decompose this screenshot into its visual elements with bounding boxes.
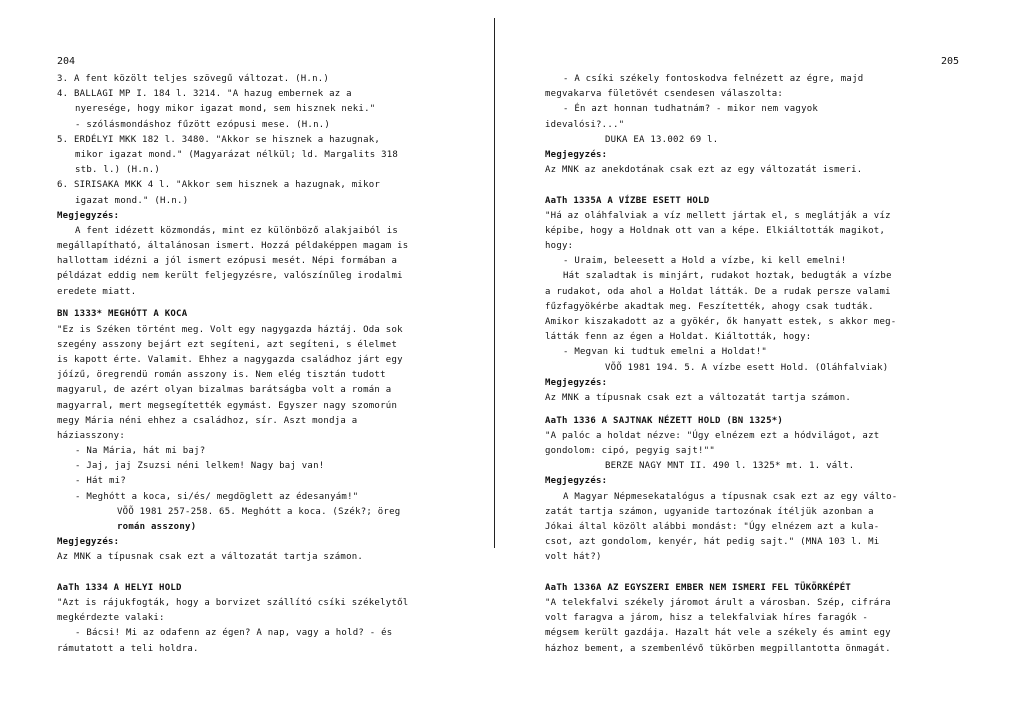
spacer — [57, 566, 408, 581]
text-line: 5. ERDÉLYI MKK 182 l. 3480. "Akkor se hisznek a hazugnak, — [57, 134, 381, 145]
source-citation: román asszony) — [117, 522, 197, 533]
spacer — [545, 566, 897, 581]
text-line: megkérdezte valaki: — [57, 613, 165, 624]
right-page-number: 205 — [941, 56, 960, 67]
text-line: képibe, hogy a Holdnak ott van a képe. Elkiáltották magikot, — [545, 225, 886, 236]
text-line: 3. A fent közölt teljes szövegű változat. (H.n.) — [57, 74, 330, 84]
spacer — [545, 178, 897, 193]
section-heading: Megjegyzés: — [57, 537, 120, 548]
text-line: háziasszony: — [57, 430, 126, 441]
text-line: jóízű, öregrendü román asszony is. Nem elég tisztán tudott — [57, 370, 386, 381]
text-line: volt hát?) — [545, 552, 602, 563]
section-heading: Megjegyzés: — [57, 210, 120, 221]
text-line: - Uraim, beleesett a Hold a vízbe, ki kell emelni! — [563, 256, 847, 267]
section-heading: Megjegyzés: — [545, 476, 608, 487]
text-line: - Bácsi! Mi az odafenn az égen? A nap, vagy a hold? - és — [75, 628, 393, 639]
section-heading: Megjegyzés: — [545, 377, 608, 388]
text-line: 6. SIRISAKA MKK 4 l. "Akkor sem hisznek a hazugnak, mikor — [57, 180, 381, 191]
text-line: eredete miatt. — [57, 286, 137, 297]
text-line: Az MNK a típusnak csak ezt a változatát tartja számon. — [545, 392, 852, 403]
text-line: Amikor kiszakadott az a gyökér, ők hanyatt estek, s akkor meg- — [545, 317, 897, 327]
tale-type-heading: AaTh 1334 A HELYI HOLD — [57, 582, 182, 593]
text-line: - szólásmondáshoz fűzött ezópusi mese. (H.n.) — [75, 119, 331, 130]
text-line: magyarral, mert megsegítették egymást. Egyszer nagy szomorún — [57, 400, 398, 411]
text-line: megvakarva fületövét csendesen válaszolta: — [545, 89, 784, 100]
section-heading: Megjegyzés: — [545, 149, 608, 160]
text-line: csot, azt gondolom, kenyér, hát pedig sajt." (MNA 103 l. Mi — [545, 537, 880, 548]
text-line: "Ez is Széken történt meg. Volt egy nagygazda háztáj. Oda sok — [57, 324, 403, 335]
text-line: megy Mária néni ehhez a családhoz, sír. Aszt mondja a — [57, 415, 358, 426]
left-page-text — [57, 72, 408, 657]
text-line: magyarul, de azért olyan bizalmas barátságba volt a román a — [57, 385, 392, 396]
text-line: igazat mond." (H.n.) — [75, 195, 189, 206]
text-line: hogy: — [545, 241, 574, 252]
text-line: mikor igazat mond." (Magyarázat nélkül; ld. Margalits 318 — [75, 149, 399, 160]
text-line: "A palóc a holdat nézve: "Úgy elnézem ezt a hódvilágot, azt — [545, 430, 880, 441]
text-line: - Hát mi? — [75, 476, 127, 487]
text-line: A Magyar Népmesekatalógus a típusnak csak ezt az egy válto- — [563, 491, 898, 502]
tale-type-heading: AaTh 1336A AZ EGYSZERI EMBER NEM ISMERI FEL TÜKÖRKÉPÉT — [545, 582, 852, 593]
source-citation: VÕÕ 1981 194. 5. A vízbe esett Hold. (Oláhfalviak) — [605, 362, 889, 373]
tale-type-heading: AaTh 1336 A SAJTNAK NÉZETT HOLD (BN 1325*) — [545, 415, 784, 426]
right-page-text — [545, 72, 897, 657]
text-line: - Én azt honnan tudhatnám? - mikor nem vagyok — [563, 104, 819, 115]
text-line: a rudakot, oda ahol a Holdat látták. De a rudak persze valami — [545, 286, 891, 297]
text-line: Az MNK az anekdotának csak ezt az egy változatát ismeri. — [545, 165, 863, 176]
text-line: zatát tartja számon, ugyanide tartozónak ítéljük azonban a — [545, 506, 874, 517]
left-page-number: 204 — [57, 56, 76, 67]
text-line: nyeresége, hogy mikor igazat mond, sem hisznek neki." — [75, 104, 376, 115]
source-citation: VÕÕ 1981 257-258. 65. Meghótt a koca. (Szék?; öreg — [117, 506, 401, 517]
text-line: is kapott érte. Valamit. Ehhez a nagygazda családhoz járt egy — [57, 354, 403, 365]
text-line: stb. l.) (H.n.) — [75, 165, 161, 176]
text-line: "Há az oláhfalviak a víz mellett jártak el, s meglátják a víz — [545, 210, 891, 221]
text-line: - Jaj, jaj Zsuzsi néni lelkem! Nagy baj van! — [75, 461, 325, 472]
tale-type-heading: AaTh 1335A A VÍZBE ESETT HOLD — [545, 195, 710, 206]
text-line: idevalósi?..." — [545, 119, 625, 130]
spacer — [57, 300, 408, 308]
text-line: fűzfagyökérbe akadtak meg. Feszítették, ahogy csak tudták. — [545, 301, 874, 312]
text-line: példázat eddig nem került feljegyzésre, valószínűleg irodalmi — [57, 271, 403, 282]
text-line: megállapítható, általánosan ismert. Hozzá példaképpen magam is — [57, 241, 409, 252]
text-line: - Megvan ki tudtuk emelni a Holdat!" — [563, 347, 768, 358]
text-line: szegény asszony bejárt ezt segíteni, azt segíteni, s élelmet — [57, 339, 398, 350]
text-line: mégsem került gazdája. Hazalt hát vele a székely és amint egy — [545, 628, 891, 639]
text-line: Jókai által közölt alábbi mondást: "Úgy elnézem azt a kula- — [545, 522, 880, 533]
text-line: látták fenn az égen a Holdat. Kiáltották, hogy: — [545, 332, 812, 343]
text-line: rámutatott a teli holdra. — [57, 643, 199, 654]
text-line: hallottam idézni a jól ismert ezópusi mesét. Népi formában a — [57, 256, 398, 267]
book-spine-line — [494, 18, 495, 548]
text-line: - Meghótt a koca, si/és/ megdöglett az édesanyám!" — [75, 491, 359, 502]
source-citation: DUKA EA 13.002 69 l. — [605, 134, 719, 145]
spacer — [545, 406, 897, 414]
text-line: gondolom: cipó, pegyig sajt!"" — [545, 446, 716, 457]
text-line: - Na Mária, hát mi baj? — [75, 446, 206, 457]
text-line: A fent idézett közmondás, mint ez különböző alakjaiból is — [75, 225, 399, 236]
text-line: volt faragva a járom, hisz a telekfalviak híres faragók - — [545, 613, 869, 624]
tale-type-heading: BN 1333* MEGHÓTT A KOCA — [57, 309, 188, 320]
source-citation: BERZE NAGY MNT II. 490 l. 1325* mt. 1. vált. — [605, 461, 855, 472]
text-line: "Azt is rájukfogták, hogy a borvizet szállító csíki székelytől — [57, 597, 409, 608]
text-line: házhoz bement, a szembenlévő tükörben megpillantotta önmagát. — [545, 643, 891, 654]
text-line: 4. BALLAGI MP I. 184 l. 3214. "A hazug embernek az a — [57, 89, 352, 100]
text-line: - A csíki székely fontoskodva felnézett az égre, majd — [563, 74, 864, 84]
text-line: "A telekfalvi székely járomot árult a városban. Szép, cifrára — [545, 597, 891, 608]
text-line: Hát szaladtak is minjárt, rudakot hoztak, bedugták a vízbe — [563, 271, 892, 282]
text-line: Az MNK a típusnak csak ezt a változatát tartja számon. — [57, 552, 364, 563]
